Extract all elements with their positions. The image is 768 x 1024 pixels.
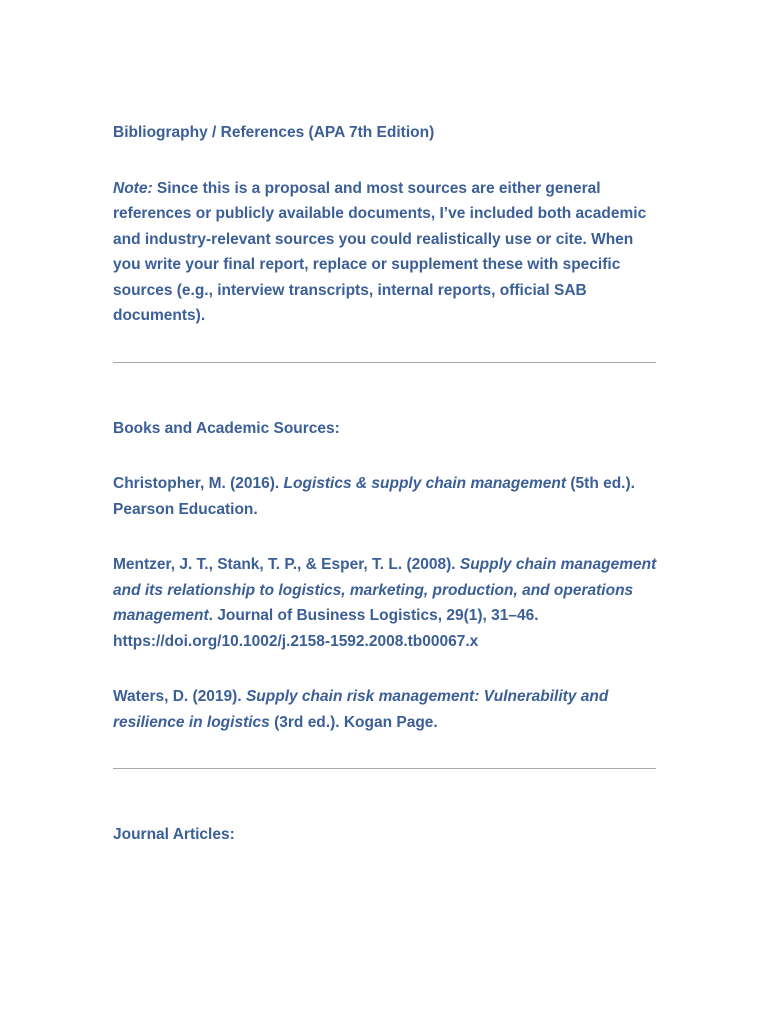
horizontal-divider	[113, 362, 656, 363]
note-text: Since this is a proposal and most sources are either general references or publicly available documents, I’ve included both academic and industry-relevant sources you could realistically use or cite. When you write your final report, replace or supplement these with specific sources (e.g., interview transcripts, internal reports, official SAB documents).	[113, 179, 647, 324]
reference-title: Logistics & supply chain management	[283, 475, 567, 492]
page-title: Bibliography / References (APA 7th Edition)	[113, 124, 435, 141]
reference-authors: Waters, D. (2019).	[113, 688, 246, 705]
note-paragraph	[113, 176, 658, 329]
reference-entry	[113, 684, 658, 735]
reference-details: (5th ed.). Pearson Education.	[113, 475, 635, 518]
reference-details: . Journal of Business Logistics, 29(1), 31–46. https://doi.org/10.1002/j.2158-1592.2008.tb00067.x	[113, 607, 539, 650]
note-label: Note:	[113, 179, 153, 197]
section-title-journals: Journal Articles:	[113, 826, 235, 843]
reference-title: Supply chain management and its relationship to logistics, marketing, production, and operations management	[113, 556, 657, 624]
reference-entry	[113, 552, 658, 654]
reference-entry	[113, 471, 658, 522]
reference-details: (3rd ed.). Kogan Page.	[269, 713, 438, 731]
document-page	[113, 120, 658, 878]
reference-title: Supply chain risk management: Vulnerability and resilience in logistics	[113, 688, 609, 731]
horizontal-divider	[113, 768, 656, 769]
reference-authors: Mentzer, J. T., Stank, T. P., & Esper, T. L. (2008).	[113, 556, 460, 573]
reference-authors: Christopher, M. (2016).	[113, 475, 284, 492]
section-title-books: Books and Academic Sources:	[113, 419, 340, 437]
